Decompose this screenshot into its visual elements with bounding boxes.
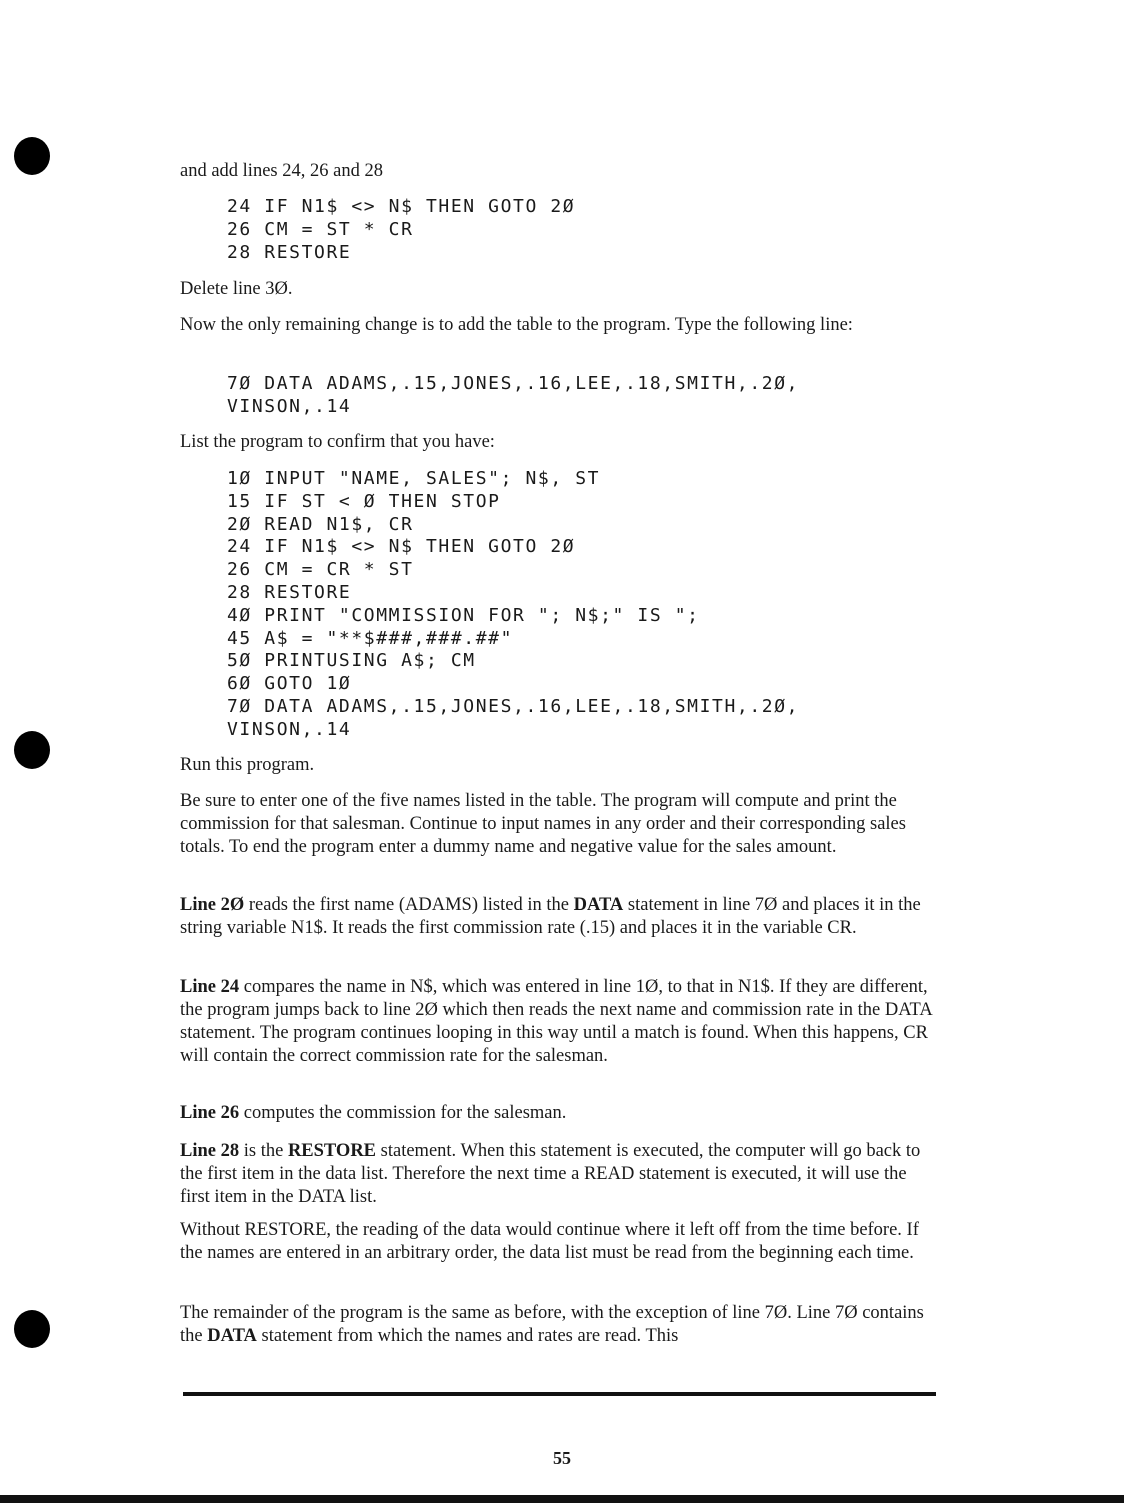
binder-hole-bottom [14,1310,50,1348]
code-line: 4Ø PRINT "COMMISSION FOR "; N$;" IS "; [227,604,700,626]
code-line: 26 CM = ST * CR [227,218,414,240]
code-line: 15 IF ST < Ø THEN STOP [227,490,501,512]
paragraph-without-restore: Without RESTORE, the reading of the data would continue where it left off from the time before. If the names are entered in an arbitrary order, the data list must be read from the beginning each time. [180,1220,919,1263]
code-line: VINSON,.14 [227,718,352,740]
page-number: 55 [553,1448,571,1468]
data-keyword: DATA [207,1326,257,1346]
line-20-text-2: statement in line 7Ø and places it in the string variable N1$. It reads the first commission rate (.15) and places it in the variable CR. [180,895,921,938]
code-line: 5Ø PRINTUSING A$; CM [227,650,476,672]
list-intro: List the program to confirm that you have: [180,432,495,452]
line-28-lead: Line 28 [180,1141,240,1161]
code-line: 2Ø READ N1$, CR [227,513,414,535]
restore-keyword: RESTORE [287,1141,377,1161]
intro-line: and add lines 24, 26 and 28 [180,161,383,181]
scan-bottom-edge [0,1495,1124,1503]
line-24-text: compares the name in N$, which was entered in line 1Ø, to that in N1$. If they are different, the program jumps back to line 2Ø which then reads the next name and commission rate in the DATA statement. The program continues looping in this way until a match is found. When this happens, CR will contain the correct commission rate for the salesman. [180,977,932,1066]
now-paragraph: Now the only remaining change is to add the table to the program. Type the following line: [180,315,853,335]
code-line: 24 IF N1$ <> N$ THEN GOTO 2Ø [227,196,576,217]
line-24-lead: Line 24 [180,977,240,997]
delete-line-instruction: Delete line 3Ø. [180,279,293,299]
paragraph-remainder [180,1302,940,1348]
code-line: 6Ø GOTO 1Ø [227,673,352,695]
line-20-lead: Line 2Ø [180,895,245,915]
code-block-added-lines [227,196,947,264]
remainder-text-1: The remainder of the program is the same as before, with the exception of line 7Ø. Line 7Ø contains the [180,1303,924,1346]
binder-hole-middle [14,731,50,769]
code-line: 45 A$ = "**$###,###.##" [227,627,514,649]
run-line: Run this program. [180,755,315,775]
paragraph-line-20 [180,894,940,940]
code-line: 7Ø DATA ADAMS,.15,JONES,.16,LEE,.18,SMITH,.2Ø, [227,373,800,394]
paragraph-line-24 [180,976,940,1068]
line-20-text-1: reads the first name (ADAMS) listed in the [244,895,574,915]
code-block-data-line [227,373,947,419]
remainder-text-2: statement from which the names and rates are read. This [256,1326,679,1346]
code-line: 24 IF N1$ <> N$ THEN GOTO 2Ø [227,536,576,558]
binder-hole-top [14,137,50,175]
paragraph-be-sure: Be sure to enter one of the five names listed in the table. The program will compute and print the commission for that salesman. Continue to input names in any order and their corresponding sales totals. To end the program enter a dummy name and negative value for the sales amount. [180,791,906,857]
code-line: VINSON,.14 [227,395,352,417]
code-line: 1Ø INPUT "NAME, SALES"; N$, ST [227,468,601,489]
line-26-text: computes the commission for the salesman. [239,1103,567,1123]
paragraph-line-26 [180,1102,940,1125]
code-line: 26 CM = CR * ST [227,559,414,581]
line-28-text-1: is the [239,1141,288,1161]
data-keyword: DATA [573,895,624,915]
line-26-lead: Line 26 [180,1103,240,1123]
code-line: 7Ø DATA ADAMS,.15,JONES,.16,LEE,.18,SMITH,.2Ø, [227,695,800,717]
program-listing [227,468,947,742]
line-28-text-2: statement. When this statement is executed, the computer will go back to the first item in the data list. Therefore the next time a READ statement is executed, it will use the first item in the DATA list. [180,1141,921,1207]
code-line: 28 RESTORE [227,241,352,263]
paragraph-line-28 [180,1140,940,1209]
code-line: 28 RESTORE [227,581,352,603]
footer-rule [183,1392,936,1396]
